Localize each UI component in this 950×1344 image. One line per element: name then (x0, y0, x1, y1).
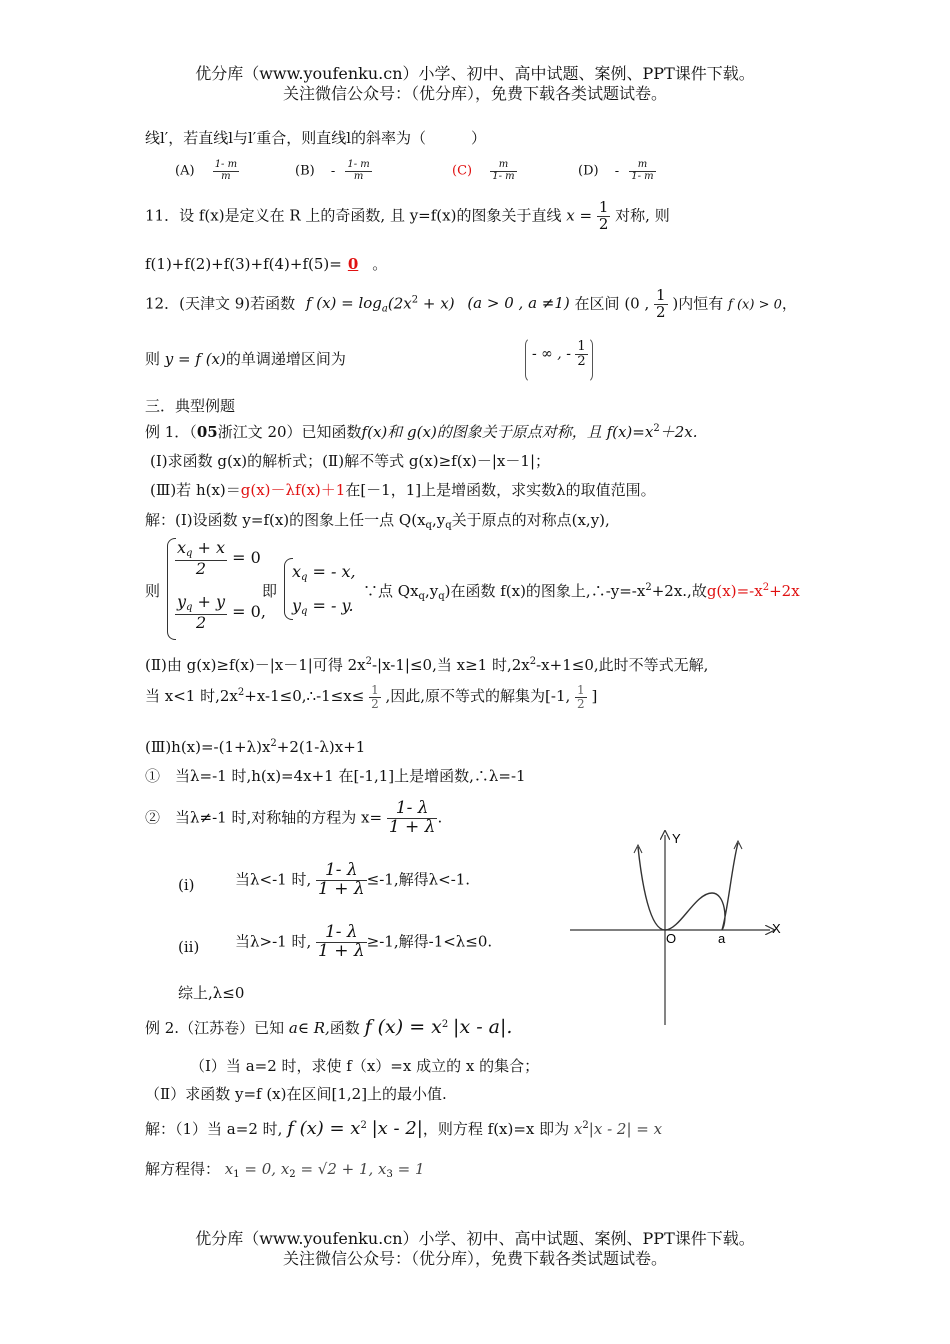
q12-answer: - ∞ , - $\frac{1}{2}$ (532, 339, 586, 369)
ex2-part-2: （Ⅱ）求函数 y=f (x)在区间[1,2]上的最小值. (145, 1085, 447, 1103)
ex2-title: 例 2.（江苏卷）已知 a∈ R,函数 f $(x) = x^2$ |x - a|. (145, 1016, 513, 1038)
origin-label: O (666, 931, 677, 946)
q12-line-2: 则 y = f (x)的单调递增区间为 (145, 350, 346, 368)
system-b-eq-2: $y_q$ = - y. (292, 596, 354, 617)
q10-option-a-label: (A) (175, 163, 195, 179)
ex1-conclusion: 综上,λ≤0 (178, 984, 245, 1002)
ex1-title: 例 1．（05浙江文 20）已知函数f(x)和 g(x)的图象关于原点对称，且 $f(x)=x^2+2x$. (145, 423, 698, 441)
q11-line-1: 11．设 f(x)是定义在 R 上的奇函数, 且 y=f(x)的图象关于直线 x = $\frac{1}{2}$ 对称, 则 (145, 198, 670, 233)
ex1-then: 则 (145, 582, 161, 600)
system-eq-1: $\frac{x_q + x}{2}$ = 0 (177, 538, 261, 578)
q10-options (175, 160, 239, 182)
q10-option-d: (D) - $\frac{m}{1- m}$ (578, 159, 654, 182)
ex1-subcase-i-label: (i) (178, 876, 195, 894)
header-line-1: 优分库（www.youfenku.cn）小学、初中、高中试题、案例、PPT课件下载。 (195, 64, 755, 83)
footer-line-2: 关注微信公众号：（优分库），免费下载各类试题试卷。 (282, 1249, 667, 1268)
ex1-part3: $(Ⅲ)h(x)=-(1+\lambda)x^2+2(1-\lambda)x+1$ (145, 738, 366, 756)
system-b-eq-1: $x_q$ = - x, (292, 562, 356, 583)
q11-line-2: f(1)+f(2)+f(3)+f(4)+f(5)= 0 。 (145, 255, 388, 273)
curve (638, 843, 738, 930)
ex1-solution-intro: 解：(Ⅰ)设函数 y=f(x)的图象上任一点 $Q(x_q,y_q$关于原点的对称点(x,y), (145, 511, 610, 531)
ex1-case-1: ① 当λ=-1 时,h(x)=4x+1 在[-1,1]上是增函数,∴λ=-1 (145, 767, 526, 785)
ex2-roots: 解方程得： $x_1 = 0$, $x_2 = √2 + 1$, $x_3 = 1$ (145, 1160, 425, 1180)
system-eq-2: $\frac{y_q + y}{2}$ = 0, (177, 592, 266, 632)
ex1-subcase-ii: 当λ>-1 时, $\frac{1- \lambda}{1 + \lambda}$ ≥-1,解得-1<λ≤0. (235, 922, 493, 961)
header-line-2: 关注微信公众号：（优分库），免费下载各类试题试卷。 (282, 84, 667, 103)
a-label: a (718, 931, 726, 946)
q10-stem: 线l′，若直线l与l′重合，则直线l的斜率为（ ） (145, 129, 487, 147)
ex1-parts-1-2: (Ⅰ)求函数 g(x)的解析式；(Ⅱ)解不等式 g(x)≥f(x)－|x－1|； (150, 452, 550, 470)
q10-option-a-frac: $\frac{1- m}{m}$ (214, 159, 238, 182)
ex2-solution: 解：（1）当 a=2 时, f $(x) = x^2$ |x - 2|，则方程 f(x)=x 即为 $x^2|x - 2| = x$ (145, 1118, 663, 1139)
q10-option-c: (C) $\frac{m}{1- m}$ (452, 159, 515, 182)
ex1-part2-line-2: 当 x<1 时$,2x^2+x-1\le 0,\therefore-1\le x\le$ $\frac{1}{2}$ ,因此,原不等式的解集为[-1, $\frac{1}{2}$ ] (145, 683, 598, 711)
y-label: Y (672, 831, 681, 846)
function-graph (560, 825, 790, 1035)
ex1-case-2: ② 当λ≠-1 时,对称轴的方程为 x= $\frac{1- \lambda}{1 + \lambda}$ . (145, 798, 443, 837)
ex1-subcase-i: 当λ<-1 时, $\frac{1- \lambda}{1 + \lambda}$ ≤-1,解得λ<-1. (235, 860, 471, 899)
ex1-part2-line-1: (Ⅱ)由 g(x)≥f(x)－|x－1|可得 $2x^2-|x-1|\le 0$,当 x≥1 时$,2x^2-x+1\le 0$,此时不等式无解, (145, 656, 709, 674)
q12-line-1: 12．(天津文 9)若函数 f $(x) = \log_a(2x^2 + x) (a > 0$ , a ≠1) 在区间 (0 , $\frac{1}{2}$ )内恒有 f (x) > 0， (145, 286, 797, 321)
ex1-because-line: ∵点 $Qx_q,y_q$)在函数 f(x)的图象上$,\therefore-y=-x^2+2x$.,故$g(x)=-x^2+2x$ (363, 582, 800, 602)
ex1-part-3: (Ⅲ)若 h(x)＝g(x)－λf(x)＋1在[－1，1]上是增函数，求实数λ的取值范围。 (150, 481, 656, 499)
q11-answer: 0 (347, 255, 359, 273)
ex2-part-1: （Ⅰ）当 a=2 时，求使 f（x）=x 成立的 x 的集合； (190, 1057, 540, 1075)
ex1-subcase-ii-label: (ii) (178, 938, 200, 956)
x-label: X (772, 921, 781, 936)
ex1-ji: 即 (262, 582, 278, 600)
q10-option-b: (B) - $\frac{1- m}{m}$ (295, 159, 370, 182)
footer-line-1: 优分库（www.youfenku.cn）小学、初中、高中试题、案例、PPT课件下载。 (195, 1229, 755, 1248)
section-title: 三．典型例题 (145, 397, 236, 415)
